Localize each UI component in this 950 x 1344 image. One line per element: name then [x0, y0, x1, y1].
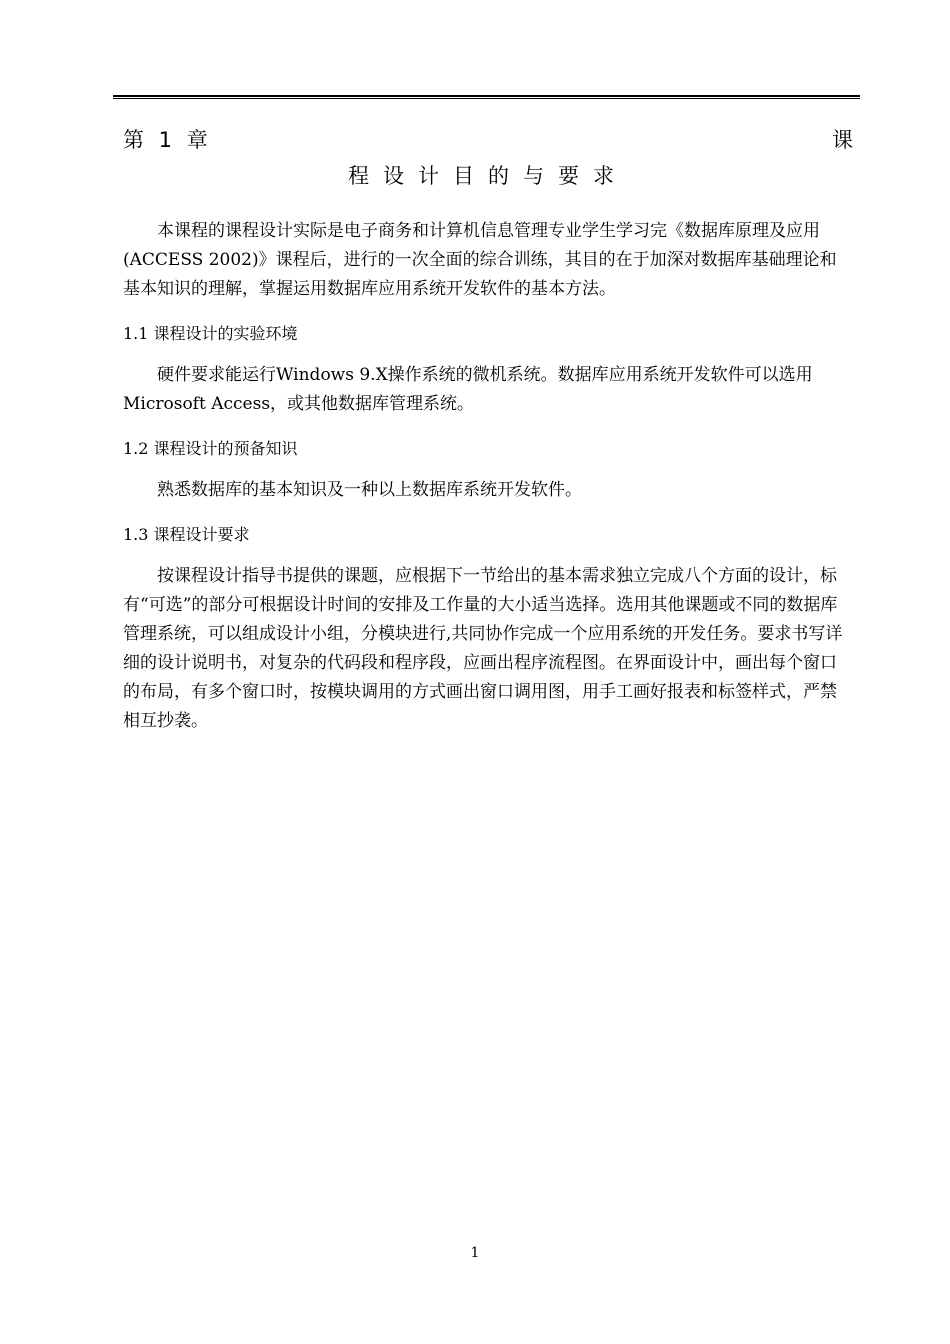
header-rule	[113, 95, 860, 99]
section-heading-1-2: 1.2 课程设计的预备知识	[123, 439, 298, 458]
section-body-1-3: 按课程设计指导书提供的课题，应根据下一节给出的基本需求独立完成八个方面的设计，标有“可选”的部分可根据设计时间的安排及工作量的大小适当选择。选用其他课题或不同的数据库管理系统，可以组成设计小组，分模块进行,共同协作完成一个应用系统的开发任务。要求书写详细的设计说明书，对复杂的代码段和程序段，应画出程序流程图。在界面设计中，画出每个窗口的布局，有多个窗口时，按模块调用的方式画出窗口调用图，用手工画好报表和标签样式，严禁相互抄袭。	[123, 566, 843, 731]
page-number: 1	[470, 1245, 480, 1261]
chapter-label: 第 1 章	[123, 128, 212, 152]
chapter-heading	[123, 124, 853, 154]
chapter-title-first-char: 课	[832, 128, 853, 152]
section-body-1-2: 熟悉数据库的基本知识及一种以上数据库系统开发软件。	[157, 480, 582, 500]
document-body	[123, 217, 853, 736]
section-heading-1-1: 1.1 课程设计的实验环境	[123, 324, 298, 343]
section-body-1-1: 硬件要求能运行Windows 9.X操作系统的微机系统。数据库应用系统开发软件可以选用Microsoft Access，或其他数据库管理系统。	[123, 365, 813, 414]
intro-paragraph: 本课程的课程设计实际是电子商务和计算机信息管理专业学生学习完《数据库原理及应用(ACCESS 2002)》课程后，进行的一次全面的综合训练，其目的在于加深对数据库基础理论和基本知识的理解，掌握运用数据库应用系统开发软件的基本方法。	[123, 221, 837, 299]
section-heading-1-3: 1.3 课程设计要求	[123, 525, 250, 544]
chapter-title: 程设计目的与要求	[348, 164, 628, 188]
